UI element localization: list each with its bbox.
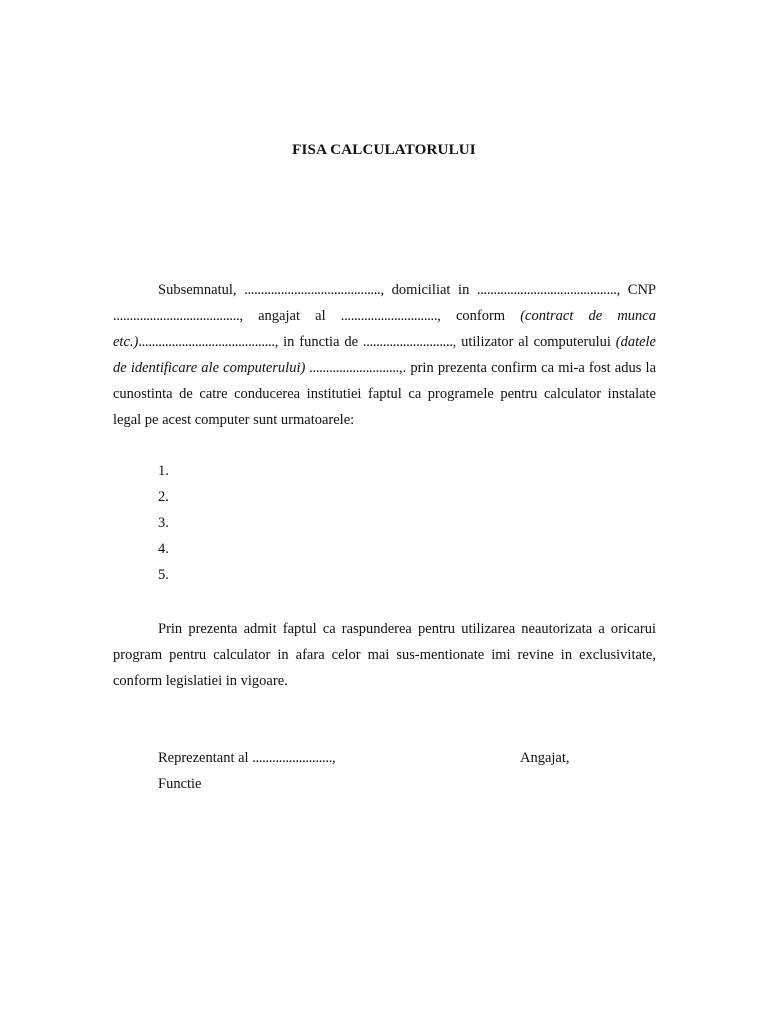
employee-signature-block (520, 745, 570, 771)
list-item: 5. (158, 567, 169, 583)
text-angajat: , angajat al (239, 308, 341, 324)
blank-function: ........................... (362, 334, 453, 350)
blank-cnp: ...................................... (113, 308, 240, 324)
list-item: 2. (158, 489, 169, 505)
text-confirm: ,. prin prezenta confirm ca mi-a fost adus la cunostinta de catre conducerea institutiei faptul ca programele pentru calculator instalate legal pe acest computer sunt urmatoarele: (113, 360, 657, 428)
representative-signature-block (158, 745, 336, 797)
representative-comma: , (332, 750, 336, 766)
blank-computer-id: ........................... (305, 360, 399, 376)
program-list (158, 458, 169, 588)
list-item: 1. (158, 463, 169, 479)
text-cnp: , CNP (616, 282, 656, 298)
text-domiciliat: , domiciliat in (380, 282, 477, 298)
declaration-paragraph (113, 277, 656, 433)
representative-line (158, 745, 336, 771)
blank-employer: ............................. (340, 308, 438, 324)
blank-name: ......................................... (244, 282, 381, 298)
function-label: Functie (158, 776, 202, 792)
text-contract-note: (contract de munca etc.) (113, 308, 656, 350)
blank-address: .......................................... (476, 282, 617, 298)
document-title: FISA CALCULATORULUI (292, 142, 476, 158)
list-item: 3. (158, 515, 169, 531)
blank-representative: ........................ (252, 750, 333, 766)
representative-label: Reprezentant al (158, 750, 253, 766)
list-item: 4. (158, 541, 169, 557)
liability-paragraph: Prin prezenta admit faptul ca raspunderea pentru utilizarea neautorizata a oricarui program pentru calculator in afara celor mai sus-mentionate imi revine in exclusivitate, conform legislatiei in vigoare. (113, 621, 656, 689)
text-functia: , in functia de (274, 334, 363, 350)
text-utilizator: , utilizator al computerului (452, 334, 616, 350)
text-conform: , conform (437, 308, 521, 324)
employee-label: Angajat, (520, 750, 570, 766)
text-computer-id-note: (datele de identificare ale computerului) (113, 334, 656, 376)
text-subsemnatul: Subsemnatul, (158, 282, 245, 298)
blank-contract: ......................................... (138, 334, 275, 350)
